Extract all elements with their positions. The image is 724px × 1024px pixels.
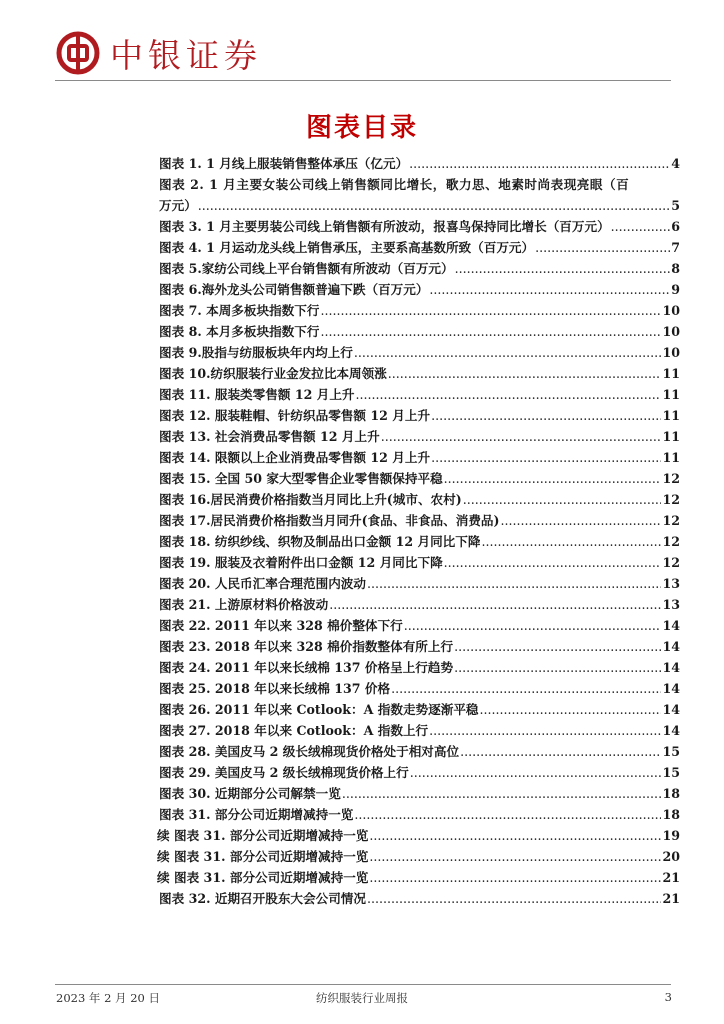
toc-leader-dots: [431, 450, 661, 465]
toc-entry-label: 图表 14. 限额以上企业消费品零售额 12 月上升: [159, 450, 431, 465]
toc-entry[interactable]: [159, 783, 680, 804]
toc-entry[interactable]: [159, 279, 680, 300]
toc-entry[interactable]: [159, 342, 680, 363]
toc-entry-label: 图表 7. 本周多板块指数下行: [159, 303, 320, 318]
toc-entry-page: 13: [662, 576, 680, 591]
toc-entry[interactable]: [159, 405, 680, 426]
toc-leader-dots: [198, 198, 670, 213]
toc-entry-label: 图表 11. 服装类零售额 12 月上升: [159, 387, 355, 402]
toc-entry[interactable]: [159, 258, 680, 279]
toc-leader-dots: [481, 534, 661, 549]
toc-leader-dots: [388, 366, 662, 381]
toc-entry-page: 11: [662, 366, 680, 381]
toc-title: 图表目录: [305, 113, 418, 143]
toc-leader-dots: [410, 765, 662, 780]
toc-entry[interactable]: [159, 426, 680, 447]
toc-leader-dots: [354, 345, 662, 360]
toc-entry-label: 图表 15. 全国 50 家大型零售企业零售额保持平稳: [159, 471, 443, 486]
toc-entry-page: 13: [662, 597, 680, 612]
toc-leader-dots: [455, 261, 671, 276]
toc-entry-label: 图表 27. 2018 年以来 Cotlook：A 指数上行: [159, 723, 429, 738]
toc-entry-page: 10: [662, 303, 680, 318]
toc-leader-dots: [320, 303, 661, 318]
toc-entry-label: 图表 5.家纺公司线上平台销售额有所波动（百万元）: [159, 261, 454, 276]
toc-leader-dots: [354, 807, 661, 822]
toc-leader-dots: [611, 219, 671, 234]
toc-entry-page: 14: [662, 681, 680, 696]
brand-name: 中银证券: [110, 35, 262, 75]
toc-entry-label: 图表 12. 服装鞋帽、针纺织品零售额 12 月上升: [159, 408, 431, 423]
toc-entry-label: 图表 30. 近期部分公司解禁一览: [159, 786, 341, 801]
toc-entry[interactable]: [159, 741, 680, 762]
toc-entry-label: 图表 26. 2011 年以来 Cotlook：A 指数走势逐渐平稳: [159, 702, 479, 717]
toc-entry-page: 12: [662, 513, 680, 528]
toc-leader-dots: [381, 429, 662, 444]
toc-entry[interactable]: [159, 321, 680, 342]
toc-entry[interactable]: [159, 636, 680, 657]
toc-entry-label: 图表 13. 社会消费品零售额 12 月上升: [159, 429, 380, 444]
toc-entry-page: 6: [671, 219, 680, 234]
footer-date: 2023 年 2 月 20 日: [56, 991, 160, 1005]
toc-entry-label: 图表 24. 2011 年以来长绒棉 137 价格呈上行趋势: [159, 660, 454, 675]
toc-entry[interactable]: [159, 510, 680, 531]
toc-entry[interactable]: [159, 552, 680, 573]
toc-entry-label: 图表 22. 2011 年以来 328 棉价整体下行: [159, 618, 403, 633]
toc-entry-page: 10: [662, 324, 680, 339]
toc-leader-dots: [409, 156, 670, 171]
toc-leader-dots: [369, 870, 661, 885]
toc-entry-label: 图表 20. 人民币汇率合理范围内波动: [159, 576, 366, 591]
toc-entry-page: 14: [662, 702, 680, 717]
toc-entry[interactable]: [159, 489, 680, 510]
toc-leader-dots: [429, 282, 670, 297]
toc-entry[interactable]: [159, 363, 680, 384]
toc-entry-label: 图表 4. 1 月运动龙头线上销售承压，主要系高基数所致（百万元）: [159, 240, 535, 255]
toc-entry-label: 续 图表 31. 部分公司近期增减持一览: [157, 849, 369, 864]
toc-leader-dots: [444, 555, 662, 570]
toc-entry-label: 图表 21. 上游原材料价格波动: [159, 597, 329, 612]
toc-leader-dots: [460, 744, 661, 759]
toc-entry-label: 图表 31. 部分公司近期增减持一览: [159, 807, 354, 822]
toc-entry-label: 图表 3. 1 月主要男装公司线上销售额有所波动，报喜鸟保持同比增长（百万元）: [159, 219, 610, 234]
footer-page-number: 3: [664, 990, 672, 1004]
toc-leader-dots: [463, 492, 662, 507]
toc-entry[interactable]: [159, 720, 680, 741]
toc-entry-page: 19: [662, 828, 680, 843]
toc-entry[interactable]: [159, 153, 680, 174]
toc-entry-page: 5: [671, 198, 680, 213]
toc-entry[interactable]: [159, 216, 680, 237]
toc-entry-label: 续 图表 31. 部分公司近期增减持一览: [157, 828, 369, 843]
toc-entry-page: 18: [662, 807, 680, 822]
toc-entry[interactable]: [159, 804, 680, 825]
toc-entry[interactable]: [159, 237, 680, 258]
toc-entry[interactable]: [159, 384, 680, 405]
toc-entry[interactable]: [159, 468, 680, 489]
toc-entry-label: 图表 16.居民消费价格指数当月同比上升(城市、农村): [159, 492, 462, 507]
toc-entry[interactable]: [159, 447, 680, 468]
toc-entry-label: 图表 2. 1 月主要女装公司线上销售额同比增长，歌力思、地素时尚表现亮眼（百: [159, 177, 630, 192]
toc-leader-dots: [431, 408, 661, 423]
toc-entry-page: 11: [662, 429, 680, 444]
toc-entry[interactable]: [159, 678, 680, 699]
header-divider: [55, 80, 671, 81]
toc-entry[interactable]: [159, 615, 680, 636]
report-header: [56, 28, 262, 78]
toc-entry[interactable]: [159, 699, 680, 720]
toc-entry-page: 21: [662, 891, 680, 906]
toc-entry[interactable]: [159, 300, 680, 321]
toc-entry-label: 图表 25. 2018 年以来长绒棉 137 价格: [159, 681, 391, 696]
toc-entry-page: 7: [671, 240, 680, 255]
toc-leader-dots: [329, 597, 661, 612]
toc-entry-page: 10: [662, 345, 680, 360]
toc-leader-dots: [356, 387, 662, 402]
bank-of-china-logo-icon: [56, 31, 100, 75]
toc-leader-dots: [369, 828, 661, 843]
toc-entry-page: 12: [662, 555, 680, 570]
toc-entry-page: 20: [662, 849, 680, 864]
toc-leader-dots: [429, 723, 661, 738]
toc-entry[interactable]: [157, 867, 680, 888]
toc-entry[interactable]: [159, 531, 680, 552]
toc-leader-dots: [454, 639, 661, 654]
toc-entry-page: 21: [662, 870, 680, 885]
toc-entry-label: 图表 18. 纺织纱线、织物及制品出口金额 12 月同比下降: [159, 534, 481, 549]
toc-entry[interactable]: [159, 762, 680, 783]
toc-entry[interactable]: [157, 846, 680, 867]
toc-entry-label: 图表 1. 1 月线上服装销售整体承压（亿元）: [159, 156, 409, 171]
toc-entry-page: 12: [662, 534, 680, 549]
toc-leader-dots: [391, 681, 661, 696]
toc-entry-page: 12: [662, 492, 680, 507]
toc-entry[interactable]: [159, 573, 680, 594]
toc-entry-page: 9: [671, 282, 680, 297]
toc-entry-label: 图表 10.纺织服装行业金发拉比本周领涨: [159, 366, 387, 381]
toc-leader-dots: [320, 324, 661, 339]
toc-entry[interactable]: [157, 825, 680, 846]
toc-entry-page: 14: [662, 723, 680, 738]
toc-entry-page: 18: [662, 786, 680, 801]
toc-entry[interactable]: [159, 657, 680, 678]
toc-leader-dots: [369, 849, 661, 864]
toc-entry-page: 4: [671, 156, 680, 171]
toc-entry-label: 图表 32. 近期召开股东大会公司情况: [159, 891, 366, 906]
toc-leader-dots: [535, 240, 670, 255]
toc-leader-dots: [404, 618, 662, 633]
toc-entry-label: 图表 9.股指与纺服板块年内均上行: [159, 345, 353, 360]
toc-entry-label: 图表 23. 2018 年以来 328 棉价指数整体有所上行: [159, 639, 454, 654]
toc-entry-label: 图表 28. 美国皮马 2 级长绒棉现货价格处于相对高位: [159, 744, 460, 759]
toc-entry-page: 15: [662, 765, 680, 780]
toc-leader-dots: [480, 702, 662, 717]
toc-entry-page: 11: [662, 387, 680, 402]
toc-entry-page: 14: [662, 639, 680, 654]
toc-entry-page: 8: [671, 261, 680, 276]
footer-title: 纺织服装行业周报: [316, 991, 408, 1005]
toc-entry[interactable]: [159, 594, 680, 615]
toc-entry-page: 11: [662, 408, 680, 423]
toc-leader-dots: [367, 576, 661, 591]
toc-entry-label-cont: 万元）: [159, 198, 197, 213]
toc-entry-page: 14: [662, 660, 680, 675]
toc-entry-page: 14: [662, 618, 680, 633]
toc-entry[interactable]: [159, 174, 680, 216]
toc-entry-page: 12: [662, 471, 680, 486]
toc-entry-label: 图表 6.海外龙头公司销售额普遍下跌（百万元）: [159, 282, 429, 297]
toc-entry-page: 15: [662, 744, 680, 759]
toc-entry-label: 图表 29. 美国皮马 2 级长绒棉现货价格上行: [159, 765, 409, 780]
toc-entry-label: 图表 8. 本月多板块指数下行: [159, 324, 320, 339]
toc-entry[interactable]: [159, 888, 680, 909]
toc-leader-dots: [367, 891, 661, 906]
toc-entry-label: 图表 19. 服装及衣着附件出口金额 12 月同比下降: [159, 555, 443, 570]
toc-leader-dots: [500, 513, 661, 528]
toc-leader-dots: [454, 660, 661, 675]
toc-entry-label: 图表 17.居民消费价格指数当月同升(食品、非食品、消费品): [159, 513, 500, 528]
toc-entry-label: 续 图表 31. 部分公司近期增减持一览: [157, 870, 369, 885]
toc-list: [159, 153, 680, 909]
footer-divider: [55, 984, 671, 985]
toc-entry-page: 11: [662, 450, 680, 465]
toc-leader-dots: [444, 471, 662, 486]
toc-leader-dots: [342, 786, 662, 801]
